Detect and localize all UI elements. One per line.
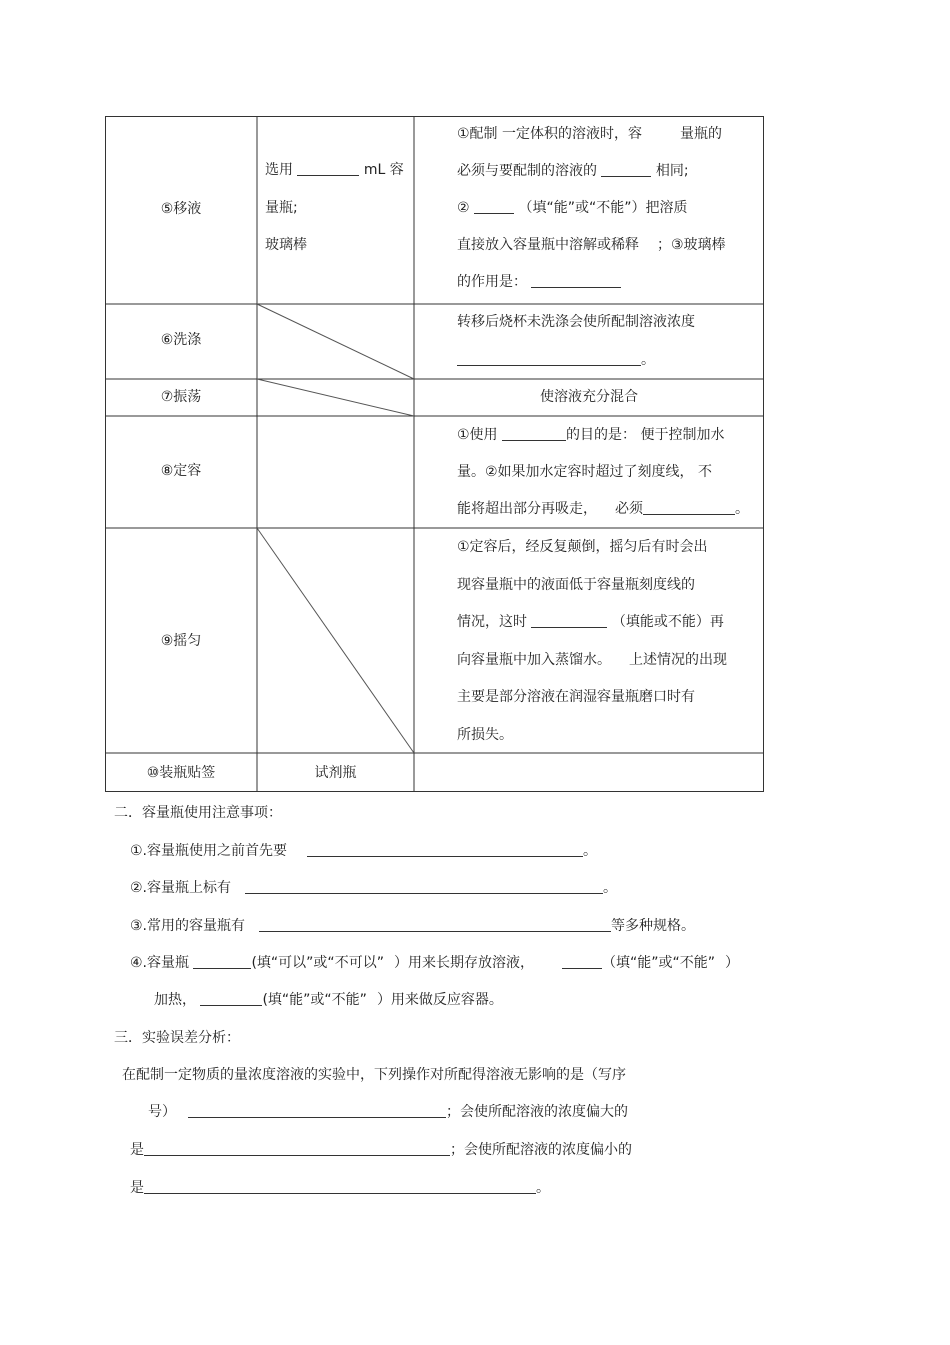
note-text: 的作用是： xyxy=(457,264,621,301)
note-text: 主要是部分溶液在润湿容量瓶磨口时有 xyxy=(457,689,695,705)
fill-in-line: ②.容量瓶上标有 。 xyxy=(130,880,618,896)
note-text: 情况，这时 （填能或不能）再 xyxy=(457,614,724,630)
fill-in-line: ④.容量瓶 (填“可以”或“不可以” ）用来长期存放溶液， （填“能”或“不能” ） xyxy=(130,955,739,971)
step-label: ⑨摇匀 xyxy=(160,633,202,649)
tool-text: 量瓶; xyxy=(265,200,298,216)
note-text: 直接放入容量瓶中溶解或稀释 ；③玻璃棒 xyxy=(457,237,726,253)
diagonal-slash xyxy=(257,379,414,416)
note-text: 现容量瓶中的液面低于容量瓶刻度线的 xyxy=(457,577,695,593)
step-label: ⑤移液 xyxy=(160,201,202,217)
diagonal-slash xyxy=(257,528,414,753)
step-label: ⑧定容 xyxy=(160,463,202,479)
tool-text: 选用 mL 容 xyxy=(265,162,404,178)
note-text: ①配制 一定体积的溶液时，容 量瓶的 xyxy=(457,126,723,142)
note-text: 量。②如果加水定容时超过了刻度线， 不 xyxy=(457,464,712,480)
note-text: 向容量瓶中加入蒸馏水。 上述情况的出现 xyxy=(457,652,727,668)
fill-in-line: ①.容量瓶使用之前首先要 。 xyxy=(130,843,598,859)
note-text: ①使用 的目的是： 便于控制加水 xyxy=(457,427,725,443)
tool-text: 玻璃棒 xyxy=(265,237,307,253)
tool-text: 试剂瓶 xyxy=(314,765,357,781)
diagonal-slash xyxy=(257,304,414,379)
fill-in-line: 号） ；会使所配溶液的浓度偏大的 xyxy=(148,1104,628,1120)
step-label: ⑦振荡 xyxy=(160,389,202,405)
section-heading: 三．实验误差分析： xyxy=(114,1030,240,1046)
note-text: 使溶液充分混合 xyxy=(540,389,638,405)
note-text: ② （填“能”或“不能”）把溶质 xyxy=(457,200,688,216)
note-text: 必须与要配制的溶液的 相同; xyxy=(457,163,689,179)
experiment-table xyxy=(105,116,764,792)
note-text: ①定容后，经反复颠倒，摇匀后有时会出 xyxy=(457,539,708,555)
note-text: 所损失。 xyxy=(457,727,513,743)
note-text: 。 xyxy=(457,342,655,379)
section-heading: 二．容量瓶使用注意事项： xyxy=(114,805,282,821)
fill-in-line: 加热， (填“能”或“不能” ）用来做反应容器。 xyxy=(154,992,503,1008)
fill-in-line: 是 ；会使所配溶液的浓度偏小的 xyxy=(130,1142,632,1158)
fill-in-line: 是 。 xyxy=(130,1180,550,1196)
note-text: 能将超出部分再吸走， 必须 。 xyxy=(457,501,749,517)
note-text: 转移后烧杯未洗涤会使所配制溶液浓度 xyxy=(457,314,695,330)
fill-in-line: ③.常用的容量瓶有 等多种规格。 xyxy=(130,918,696,934)
paragraph-line: 在配制一定物质的量浓度溶液的实验中，下列操作对所配得溶液无影响的是（写序 xyxy=(122,1067,626,1083)
step-label: ⑥洗涤 xyxy=(160,332,202,348)
step-label: ⑩装瓶贴签 xyxy=(146,765,216,781)
